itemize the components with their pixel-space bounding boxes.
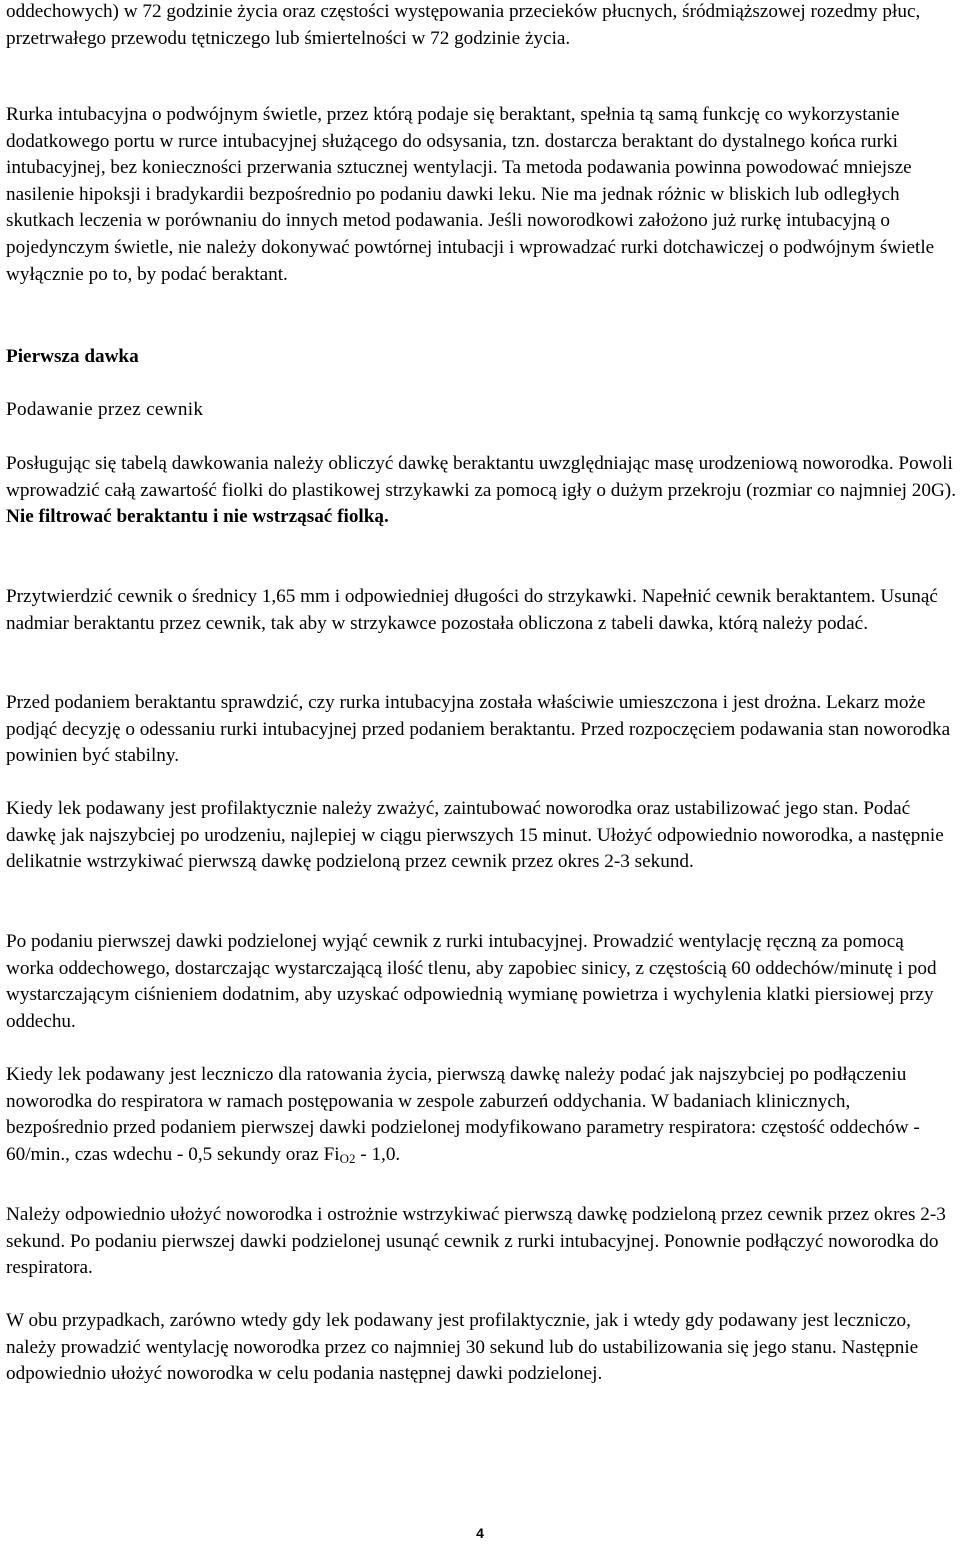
rescue-treatment-text: Kiedy lek podawany jest leczniczo dla ratowania życia, pierwszą dawkę należy podać jak najszybciej po podłączeniu noworodka do respiratora w ramach postępowania w zespole zaburzeń oddychania. W badaniach klinicznych, bezpośrednio przed podaniem pierwszej dawki podzielonej modyfikowano parametry respiratora: częstość oddechów - 60/min., czas wdechu - 0,5 sekundy oraz Fi bbox=[6, 1064, 920, 1165]
page-number: 4 bbox=[476, 1525, 484, 1541]
paragraph-prophylactic: Kiedy lek podawany jest profilaktycznie należy zważyć, zaintubować noworodka oraz ustabilizować jego stan. Podać dawkę jak najszybciej po urodzeniu, najlepiej w ciągu pierwszych 15 minut. Ułożyć odpowiednio noworodka, a następnie delikatnie wstrzykiwać pierwszą dawkę podzieloną przez cewnik przez okres 2-3 sekund. bbox=[6, 798, 944, 873]
dose-calculation-text: Posługując się tabelą dawkowania należy obliczyć dawkę beraktantu uwzględniając masę urodzeniową noworodka. Powoli wprowadzić całą zawartość fiolki do plastikowej strzykawki za pomocą igły o dużym przekroju (rozmiar co najmniej 20G). bbox=[6, 453, 956, 501]
subsection-heading-catheter: Podawanie przez cewnik bbox=[6, 399, 204, 420]
paragraph-both-cases: W obu przypadkach, zarówno wtedy gdy lek podawany jest profilaktycznie, jak i wtedy gdy podawany jest leczniczo, należy prowadzić wentylację noworodka przez co najmniej 30 sekund lub do ustabilizowania się jego stanu. Następnie odpowiednio ułożyć noworodka w celu podania następnej dawki podzielonej. bbox=[6, 1310, 919, 1385]
warning-no-filter-text: Nie filtrować beraktantu i nie wstrząsać fiolką. bbox=[6, 506, 389, 528]
paragraph-position-newborn: Należy odpowiednio ułożyć noworodka i ostrożnie wstrzykiwać pierwszą dawkę podzieloną przez cewnik przez okres 2-3 sekund. Po podaniu pierwszej dawki podzielonej usunąć cewnik z rurki intubacyjnej. Ponownie podłączyć noworodka do respiratora. bbox=[6, 1204, 946, 1279]
paragraph-rescue-treatment bbox=[6, 1062, 956, 1168]
paragraph-continuation: oddechowych) w 72 godzinie życia oraz częstości występowania przecieków płucnych, śródmiąższowej rozedmy płuc, przetrwałego przewodu tętniczego lub śmiertelności w 72 godzinie życia. bbox=[6, 1, 921, 49]
paragraph-catheter-attach: Przytwierdzić cewnik o średnicy 1,65 mm i odpowiedniej długości do strzykawki. Napełnić cewnik beraktantem. Usunąć nadmiar beraktantu przez cewnik, tak aby w strzykawce pozostała obliczona z tabeli dawka, którą należy podać. bbox=[6, 586, 938, 634]
section-heading-first-dose: Pierwsza dawka bbox=[6, 346, 139, 367]
paragraph-tube-check: Przed podaniem beraktantu sprawdzić, czy rurka intubacyjna została właściwie umieszczona i jest drożna. Lekarz może podjąć decyzję o odessaniu rurki intubacyjnej przed podaniem beraktantu. Przed rozpoczęciem podawania stan noworodka powinien być stabilny. bbox=[6, 692, 951, 767]
rescue-treatment-end: - 1,0. bbox=[355, 1143, 401, 1165]
fio2-subscript: O2 bbox=[339, 1150, 356, 1166]
paragraph-dose-calculation bbox=[6, 451, 956, 531]
paragraph-manual-ventilation: Po podaniu pierwszej dawki podzielonej wyjąć cewnik z rurki intubacyjnej. Prowadzić wentylację ręczną za pomocą worka oddechowego, dostarczając wystarczającą ilość tlenu, aby zapobiec sinicy, z częstością 60 oddechów/minutę i pod wystarczającym ciśnieniem dodatnim, aby uzyskać odpowiednią wymianę powietrza i wychylenia klatki piersiowej przy oddechu. bbox=[6, 931, 937, 1032]
paragraph-double-lumen-tube: Rurka intubacyjna o podwójnym świetle, przez którą podaje się beraktant, spełnia tą samą funkcję co wykorzystanie dodatkowego portu w rurce intubacyjnej służącego do odsysania, tzn. dostarcza beraktant do dystalnego końca rurki intubacyjnej, bez konieczności przerwania sztucznej wentylacji. Ta metoda podawania powinna powodować mniejsze nasilenie hipoksji i bradykardii bezpośrednio po podaniu dawki leku. Nie ma jednak różnic w bliskich lub odległych skutkach leczenia w porównaniu do innych metod podawania. Jeśli noworodkowi założono już rurkę intubacyjną o pojedynczym świetle, nie należy dokonywać powtórnej intubacji i wprowadzać rurki dotchawiczej o podwójnym świetle wyłącznie po to, by podać beraktant. bbox=[6, 104, 935, 285]
